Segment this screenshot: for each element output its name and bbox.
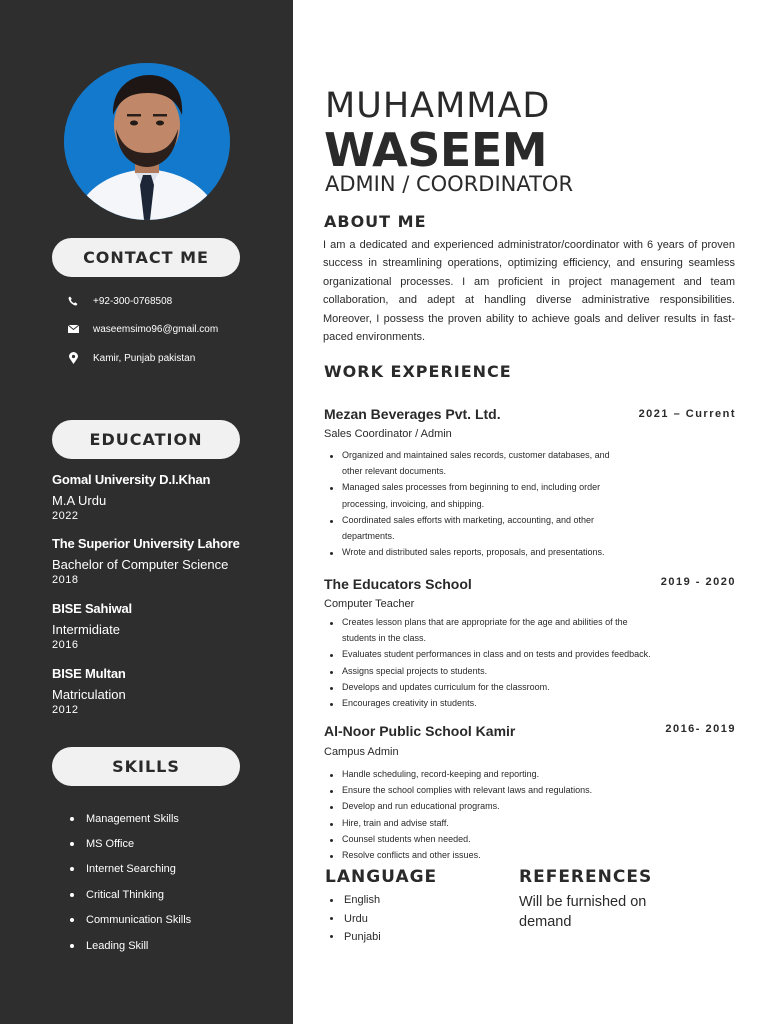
duty-item: Counsel students when needed. <box>328 831 592 847</box>
skills-heading: SKILLS <box>52 747 240 786</box>
location-pin-icon <box>67 352 79 364</box>
education-year: 2018 <box>52 574 79 586</box>
education-degree: Bachelor of Computer Science <box>52 557 229 572</box>
job-dates: 2021 – Current <box>638 408 736 420</box>
duty-item: Develops and updates curriculum for the classroom. <box>328 679 651 695</box>
job-dates: 2019 - 2020 <box>660 576 736 588</box>
job-dates: 2016- 2019 <box>665 723 736 735</box>
job-company: Mezan Beverages Pvt. Ltd. <box>324 406 501 422</box>
language-heading: LANGUAGE <box>325 867 438 887</box>
contact-phone <box>67 295 172 307</box>
education-year: 2016 <box>52 639 79 651</box>
education-year: 2022 <box>52 510 79 522</box>
job-duties <box>328 447 610 560</box>
duty-item: Organized and maintained sales records, customer databases, and other relevant documents. <box>328 447 610 479</box>
duty-item: Ensure the school complies with relevant laws and regulations. <box>328 782 592 798</box>
contact-heading: CONTACT ME <box>52 238 240 277</box>
duty-item: Creates lesson plans that are appropriate for the age and abilities of the students in the class. <box>328 614 651 646</box>
about-text: I am a dedicated and experienced administrator/coordinator with 6 years of proven success in streamlining operations, optimizing efficiency, and ensuring seamless organizational processes. I am proficient in project management and team collaboration, and adept at handling diverse administrative responsibilities. Moreover, I possess the proven ability to achieve goals and deliver results in fast-paced environments. <box>323 239 735 344</box>
sidebar <box>0 0 293 1024</box>
language-item: Urdu <box>328 909 381 927</box>
duty-item: Hire, train and advise staff. <box>328 815 592 831</box>
duty-item: Develop and run educational programs. <box>328 798 592 814</box>
duty-item: Evaluates student performances in class and on tests and provides feedback. <box>328 646 651 662</box>
first-name: MUHAMMAD <box>325 86 551 126</box>
education-year: 2012 <box>52 704 79 716</box>
education-item <box>52 536 287 586</box>
education-school: BISE Multan <box>52 666 126 681</box>
skill-item: Internet Searching <box>70 857 191 882</box>
duty-item: Resolve conflicts and other issues. <box>328 847 592 863</box>
education-school: The Superior University Lahore <box>52 536 240 551</box>
skill-item: Communication Skills <box>70 908 191 933</box>
duty-item: Assigns special projects to students. <box>328 663 651 679</box>
profile-photo <box>64 63 230 220</box>
skills-list <box>70 806 191 958</box>
language-list <box>328 891 381 946</box>
skill-item: Management Skills <box>70 806 191 831</box>
contact-location <box>67 352 195 364</box>
duty-item: Coordinated sales efforts with marketing, accounting, and other departments. <box>328 512 610 544</box>
job-position: Campus Admin <box>324 746 399 758</box>
education-degree: Intermidiate <box>52 622 120 637</box>
references-text: Will be furnished on demand <box>519 894 647 930</box>
job-company: Al-Noor Public School Kamir <box>324 723 516 739</box>
education-item <box>52 666 287 716</box>
job-company: The Educators School <box>324 576 472 592</box>
education-school: BISE Sahiwal <box>52 601 132 616</box>
references-heading: REFERENCES <box>519 867 653 887</box>
contact-email-text: waseemsimo96@gmail.com <box>93 323 219 335</box>
duty-item: Encourages creativity in students. <box>328 695 651 711</box>
education-item <box>52 472 287 522</box>
skill-item: Critical Thinking <box>70 882 191 907</box>
duty-item: Wrote and distributed sales reports, proposals, and presentations. <box>328 544 610 560</box>
education-degree: Matriculation <box>52 687 126 702</box>
job-position: Sales Coordinator / Admin <box>324 428 452 440</box>
contact-location-text: Kamir, Punjab pakistan <box>93 352 196 364</box>
skill-item: Leading Skill <box>70 933 191 958</box>
job-role-title: ADMIN / COORDINATOR <box>325 172 574 196</box>
about-heading: ABOUT ME <box>324 212 427 231</box>
skill-item: MS Office <box>70 831 191 856</box>
job-duties <box>328 766 592 863</box>
language-item: English <box>328 891 381 909</box>
job-position: Computer Teacher <box>324 598 415 610</box>
duty-item: Handle scheduling, record-keeping and reporting. <box>328 766 592 782</box>
job-duties <box>328 614 651 711</box>
last-name: WASEEM <box>324 123 548 177</box>
duty-item: Managed sales processes from beginning to end, including order processing, invoicing, and shipping. <box>328 479 610 511</box>
education-item <box>52 601 287 651</box>
education-school: Gomal University D.I.Khan <box>52 472 211 487</box>
contact-email <box>67 323 218 335</box>
education-heading: EDUCATION <box>52 420 240 459</box>
contact-phone-text: +92-300-0768508 <box>93 295 173 307</box>
work-experience-heading: WORK EXPERIENCE <box>324 362 512 381</box>
language-item: Punjabi <box>328 928 381 946</box>
phone-icon <box>67 295 79 307</box>
education-degree: M.A Urdu <box>52 493 107 508</box>
mail-icon <box>67 323 79 335</box>
